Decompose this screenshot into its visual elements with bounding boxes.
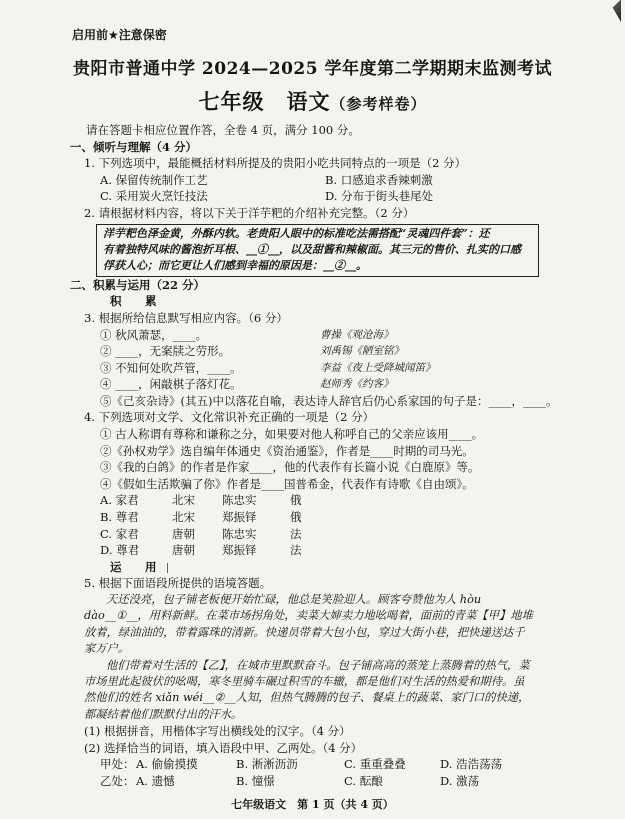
- subhead-apply: [0, 559, 625, 576]
- q3-item: [0, 376, 625, 393]
- q3-stem: 3. 根据所给信息默写相应内容。（6 分）: [84, 310, 288, 325]
- q4-item: ④《假如生活欺骗了你》作者是____国普希金，代表作有诗歌《自由颂》。: [100, 476, 474, 491]
- exam-content: [0, 122, 625, 790]
- q5-paragraph-2: 他们带着对生活的【乙】，在城市里默默奋斗。包子铺高高的蒸笼上蒸腾着的热气，菜市场里此起彼伏的吆喝，寒冬里骑车碾过积雪的车辙，都是他们对生活的热爱和期待。虽然他们的姓名 xiǎn wéi__②__人知，但热气腾腾的包子、餐桌上的蔬菜、家门口的快递，都凝结着他们默默付出的汗水。: [84, 658, 530, 721]
- q3-item-text: ② ____，无案牍之劳形。: [100, 344, 231, 359]
- q2-box-line: 洋芋粑色泽金黄，外酥内软。老贵阳人眼中的标准吃法需搭配“灵魂四件套”：还: [103, 226, 490, 240]
- divider-mark: [167, 563, 168, 573]
- page-footer: 七年级语文 第 1 页（共 4 页）: [231, 798, 394, 811]
- q4-cell: 北宋: [172, 493, 195, 508]
- q5-paragraph-1: 天还没亮，包子铺老板便开始忙碌，他总是笑脸迎人。顾客夸赞他为人 hòu dào__①__，用料新鲜。在菜市场拐角处，卖菜大婶卖力地吆喝着，面前的青菜【甲】地堆放着，绿油油的，带着露珠的清新。快递员带着大包小包，穿过大街小巷，把快递送达千家万户。: [84, 593, 533, 656]
- section1-heading: 一、倾听与理解（4 分）: [70, 139, 198, 154]
- q1-options-row2: [0, 188, 625, 205]
- q4-cell: 郑振铎: [222, 543, 257, 558]
- q1-option-d: D. 分布于街头巷尾处: [325, 189, 434, 204]
- q1-option-a: A. 保留传统制作工艺: [100, 172, 208, 187]
- q3-item-text: ④ ____，闲敲棋子落灯花。: [100, 377, 242, 392]
- q4-cell: C. 家君: [100, 526, 139, 541]
- q5-yi-label: 乙处：: [100, 774, 135, 789]
- q5-jia-option: A. 偷偷摸摸: [136, 757, 198, 772]
- q3-item-source: 刘禹锡《陋室铭》: [320, 345, 404, 358]
- q5-yi-option: D. 激荡: [440, 774, 480, 789]
- q3-item: [0, 360, 625, 377]
- q4-item: ②《孙权劝学》选自编年体通史《资治通鉴》，作者是____时期的司马光。: [100, 443, 474, 458]
- q4-option-row: [0, 492, 625, 509]
- section2-heading: 二、积累与运用（22 分）: [70, 277, 206, 292]
- subject-main: 七年级 语文: [198, 89, 331, 114]
- q3-item-text: ③ 不知何处吹芦管，____。: [100, 360, 242, 375]
- q4-option-row: [0, 509, 625, 526]
- q4-option-row: [0, 542, 625, 559]
- q5-jia-option: C. 重重叠叠: [344, 757, 406, 772]
- page-corner-mark: [605, 0, 621, 22]
- q1-options-row1: [0, 172, 625, 189]
- q4-cell: 唐朝: [172, 543, 195, 558]
- q3-item-source: 曹操《观沧海》: [320, 328, 394, 341]
- q3-item-text: ① 秋风萧瑟，____。: [100, 327, 208, 342]
- q5-yi-option: B. 憧憬: [236, 774, 275, 789]
- q4-option-row: [0, 526, 625, 543]
- q2-material-box: [96, 224, 539, 277]
- q4-stem: 4. 下列选项对文学、文化常识补充正确的一项是（2 分）: [84, 410, 375, 425]
- q3-item-source: 赵师秀《约客》: [320, 378, 394, 391]
- subhead-apply-text: 运 用: [110, 559, 163, 574]
- q4-cell: A. 家君: [100, 493, 139, 508]
- q4-item: ① 古人称谓有尊称和谦称之分，如果要对他人称呼自己的父亲应该用____。: [100, 427, 484, 442]
- subhead-accumulate: 积 累: [110, 294, 163, 309]
- q5-jia-option: B. 淅淅沥沥: [236, 757, 298, 772]
- q4-cell: 郑振铎: [222, 510, 257, 525]
- q5-jia-row: [0, 756, 625, 773]
- exam-title: 贵阳市普通中学 2024—2025 学年度第二学期期末监测考试: [73, 59, 552, 79]
- q4-cell: 唐朝: [172, 526, 195, 541]
- q3-item: [0, 327, 625, 344]
- q4-cell: 俄: [290, 493, 302, 508]
- q1-option-b: B. 口感追求香辣刺激: [325, 172, 433, 187]
- q5-yi-option: A. 遗憾: [136, 774, 175, 789]
- q3-item: [0, 343, 625, 360]
- confidential-label: 启用前★注意保密: [72, 28, 167, 42]
- q5-jia-option: D. 浩浩荡荡: [440, 757, 503, 772]
- subject-note: （参考样卷）: [330, 95, 427, 113]
- q2-stem: 2. 请根据材料内容，将以下关于洋芋粑的介绍补充完整。（2 分）: [84, 205, 415, 220]
- q5-jia-label: 甲处：: [100, 757, 135, 772]
- q4-cell: 陈忠实: [222, 493, 257, 508]
- q5-stem: 5. 根据下面语段所提供的语境答题。: [84, 576, 272, 591]
- q1-stem: 1. 下列选项中，最能概括材料所提及的贵阳小吃共同特点的一项是（2 分）: [84, 156, 467, 171]
- q4-cell: 俄: [290, 510, 302, 525]
- q4-cell: B. 尊君: [100, 510, 139, 525]
- q4-cell: 法: [290, 543, 302, 558]
- q1-option-c: C. 采用炭火烹饪技法: [100, 189, 208, 204]
- instructions: 请在答题卡相应位置作答，全卷 4 页，满分 100 分。: [86, 123, 360, 137]
- q3-item5: ⑤《己亥杂诗》(其五)中以落花自喻，表达诗人辞官后仍心系家国的句子是：____，____。: [100, 393, 558, 408]
- q5-sub2: (2) 选择恰当的词语，填入语段中甲、乙两处。（4 分）: [84, 740, 363, 755]
- q3-item-source: 李益《夜上受降城闻笛》: [320, 361, 436, 374]
- q5-yi-row: [0, 773, 625, 790]
- q4-cell: 陈忠实: [222, 526, 257, 541]
- q2-box-line: 有着独特风味的酱泡折耳根、__①__，以及甜酱和辣椒面。其三元的售价、扎实的口感: [103, 242, 521, 256]
- q5-yi-option: C. 酝酿: [344, 774, 383, 789]
- exam-subject: [0, 86, 625, 116]
- q4-item: ③《我的白鸽》的作者是作家____，他的代表作有长篇小说《白鹿原》等。: [100, 460, 480, 475]
- q4-cell: D. 尊君: [100, 543, 140, 558]
- q4-cell: 北宋: [172, 510, 195, 525]
- q2-box-line: 俘获人心；而它更让人们感到幸福的原因是：__②__。: [103, 259, 367, 273]
- q4-cell: 法: [290, 526, 302, 541]
- q5-sub1: (1) 根据拼音，用楷体字写出横线处的汉字。（4 分）: [84, 724, 351, 739]
